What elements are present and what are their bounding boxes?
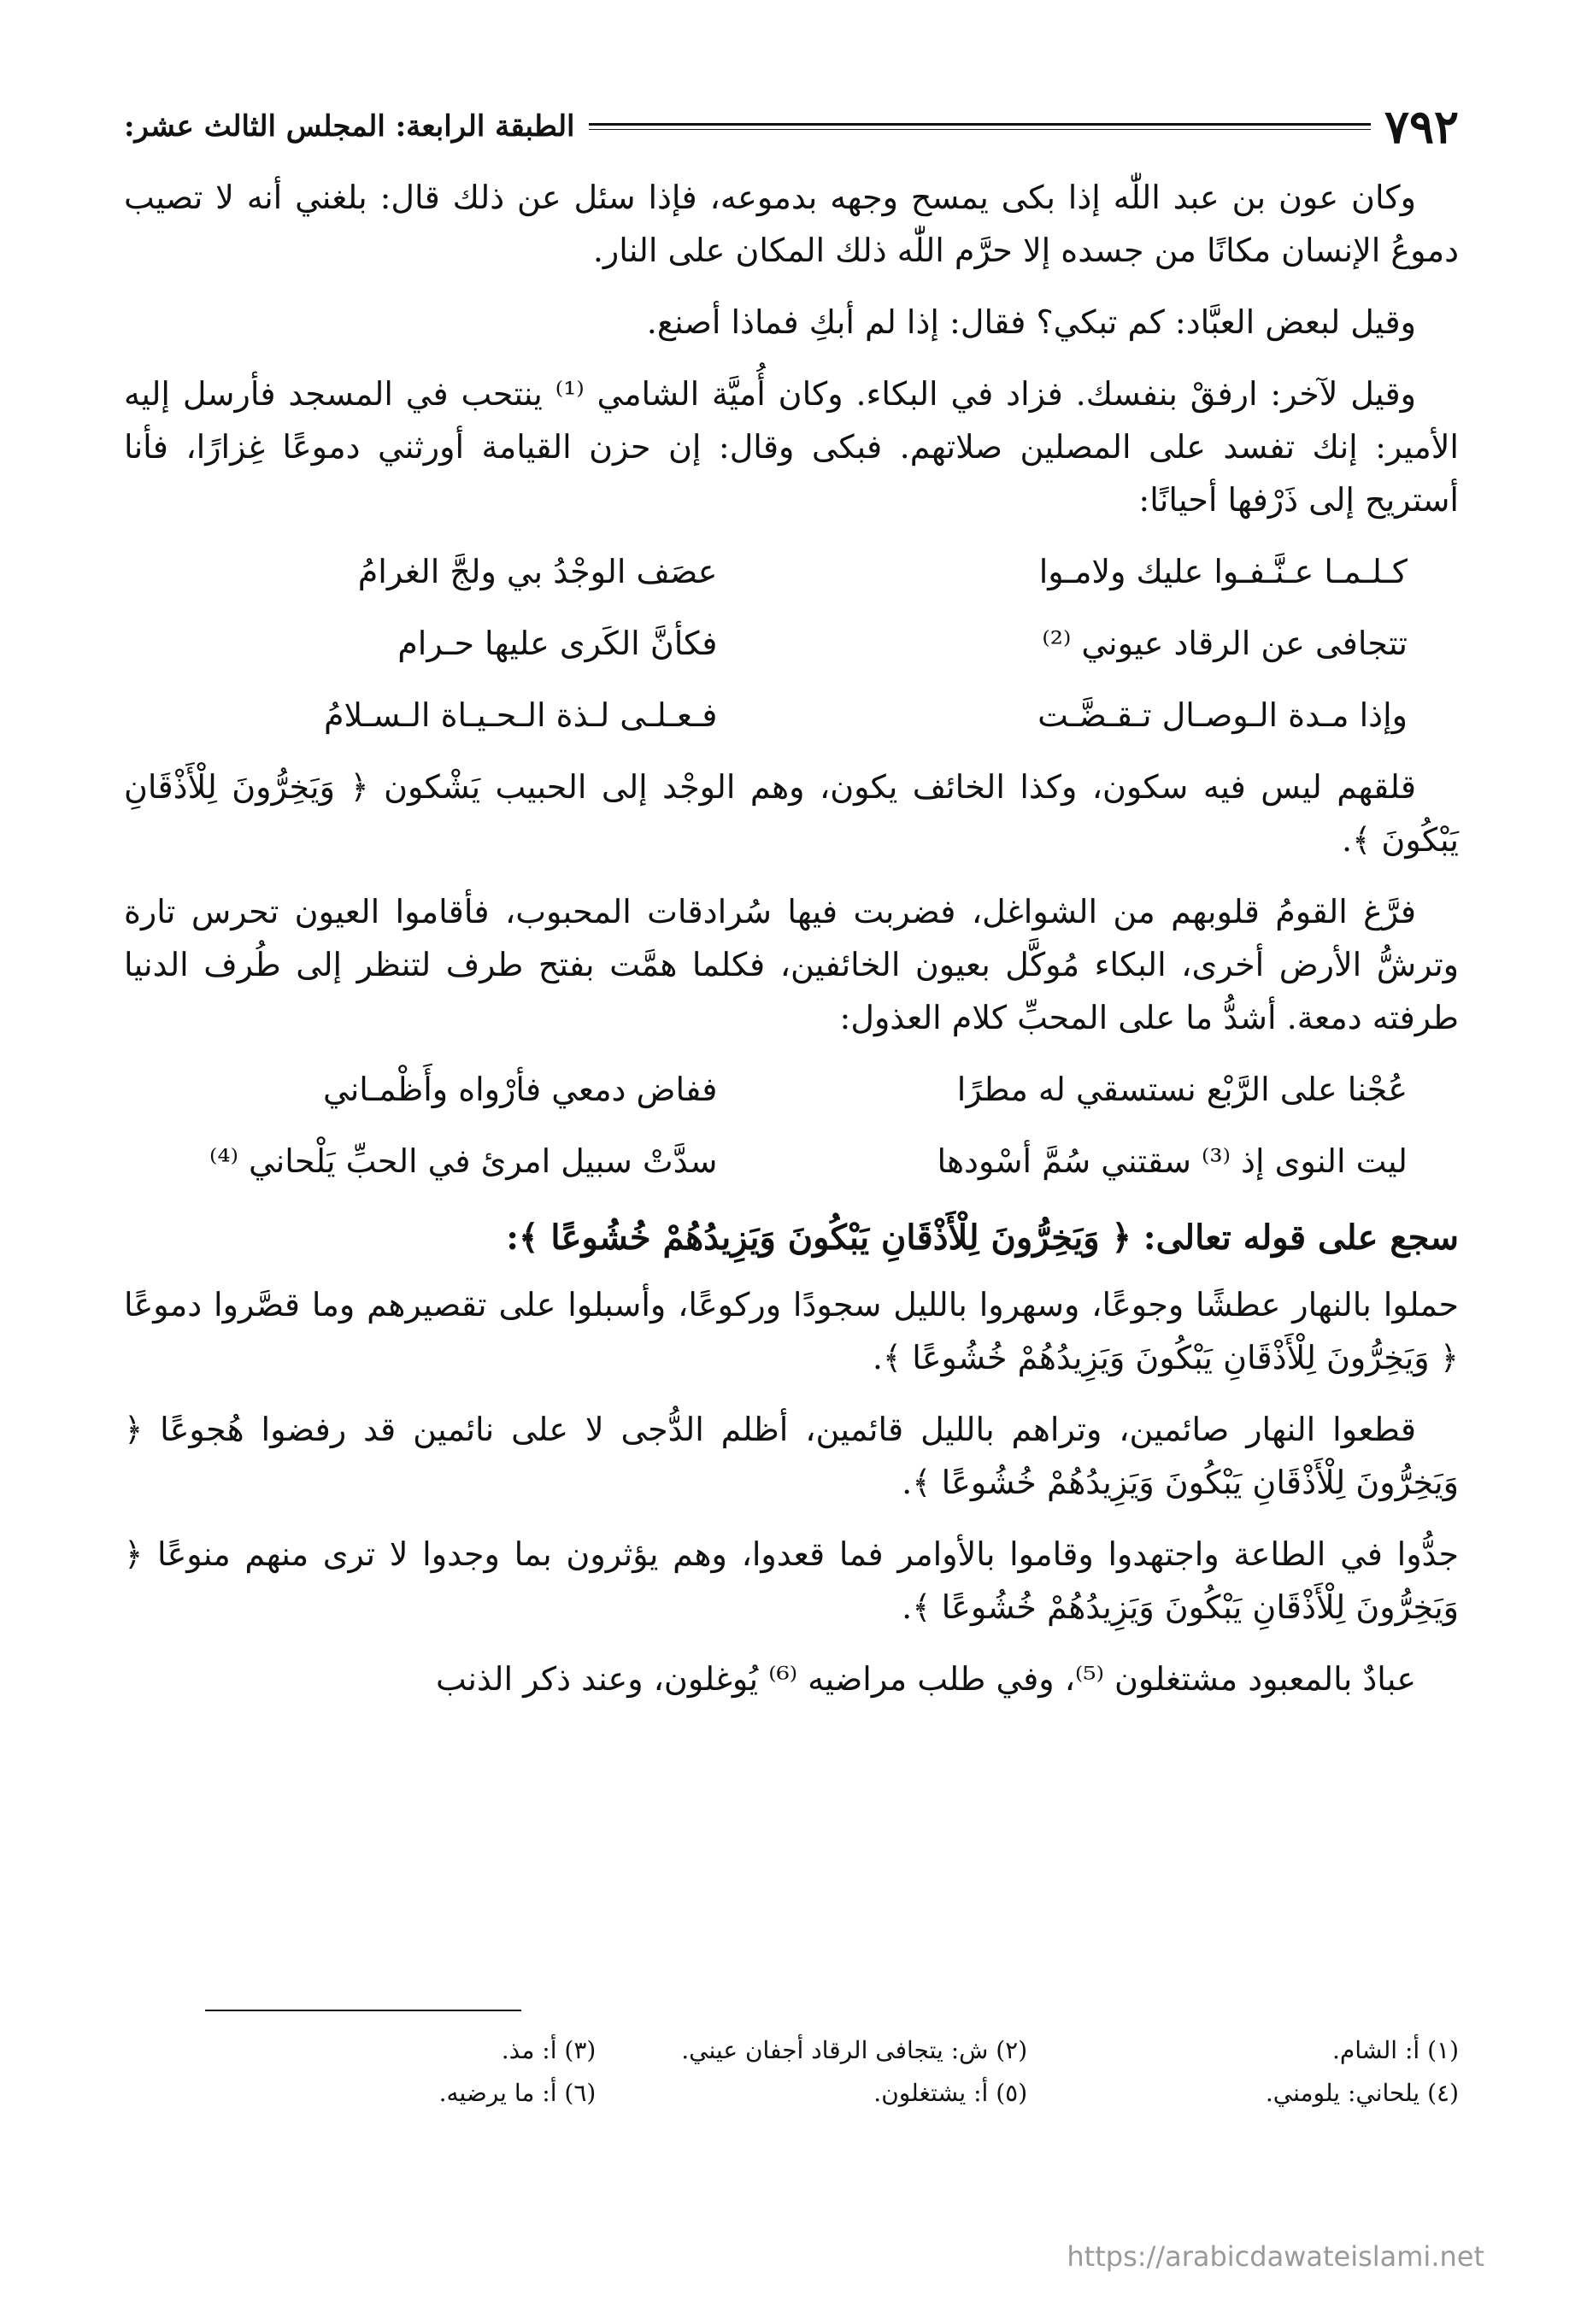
running-title: الطبقة الرابعة: المجلس الثالث عشر: [124,109,575,144]
verse-first-hemistich: ليت النوى إذ ⁽³⁾ سقتني سُمَّ أسْودها [937,1142,1408,1180]
paragraph: وكان عون بن عبد اللّٰه إذا بكى يمسح وجهه بدموعه، فإذا سئل عن ذلك قال: بلغني أنه لا تصيب دموعُ الإنسان مكانًا من جسده إلا حرَّم اللّٰه ذلك المكان على النار. [124,179,1459,269]
page-number: ٧٩٢ [1384,99,1459,154]
footnote: (٤) يلحاني: يلومني. [1265,2079,1459,2107]
verse-line [175,689,1408,742]
verse-second-hemistich: سدَّتْ سبيل امرئ في الحبِّ يَلْحاني ⁽⁴⁾ [209,1142,718,1180]
verse-line [175,1063,1408,1116]
footnotes [171,2029,1459,2115]
page-body [124,171,1459,1724]
verse-first-hemistich: تتجافى عن الرقاد عيوني ⁽²⁾ [1042,625,1408,662]
section-heading: سجع على قوله تعالى: ﴿ وَيَخِرُّونَ لِلْأَذْقَانِ يَبْكُونَ وَيَزِيدُهُمْ خُشُوعًا ﴾: [506,1218,1459,1258]
footnote: (١) أ: الشام. [1332,2036,1459,2064]
verse-second-hemistich: عصَف الوجْدُ بي ولجَّ الغرامُ [357,553,718,590]
footnote: (٣) أ: مذ. [501,2036,597,2064]
footnote: (٦) أ: ما يرضيه. [438,2079,597,2107]
verse-second-hemistich: ففاض دمعي فأرْواه وأَظْمـاني [323,1071,718,1108]
verse-second-hemistich: فـعـلـى لـذة الـحـيـاة الـسـلامُ [323,696,718,734]
footnote: (٥) أ: يشتغلون. [873,2079,1028,2107]
verse-line [175,617,1408,670]
watermark-url: https://arabicdawateislami.net [1067,2240,1484,2273]
footnote-row [171,2029,1459,2072]
paragraph: حملوا بالنهار عطشًا وجوعًا، وسهروا بالليل سجودًا وركوعًا، وأسبلوا على تقصيرهم وما قصَّروا دموعًا ﴿ وَيَخِرُّونَ لِلْأَذْقَانِ يَبْكُونَ وَيَزِيدُهُمْ خُشُوعًا ﴾. [124,1286,1459,1376]
page-header [124,101,1459,152]
footnote-row [171,2072,1459,2115]
paragraph: وقيل لبعض العبَّاد: كم تبكي؟ فقال: إذا لم أبكِ فماذا أصنع. [646,303,1416,341]
verse-first-hemistich: عُجْنا على الرَّبْع نستسقي له مطرًا [956,1071,1408,1108]
verse-line [175,545,1408,598]
header-rule [589,123,1371,130]
paragraph: قلقهم ليس فيه سكون، وكذا الخائف يكون، وهم الوجْد إلى الحبيب يَشْكون ﴿ وَيَخِرُّونَ لِلْأَذْقَانِ يَبْكُونَ ﴾. [124,768,1459,859]
verse-line [175,1135,1408,1188]
verse-second-hemistich: فكأنَّ الكَرى عليها حـرام [397,625,718,662]
footnote-rule [205,2010,521,2011]
paragraph: عبادٌ بالمعبود مشتغلون ⁽⁵⁾، وفي طلب مراضيه ⁽⁶⁾ يُوغلون، وعند ذكر الذنب [436,1660,1416,1698]
verse-first-hemistich: وإذا مـدة الـوصـال تـقـضَّـت [1037,696,1408,734]
paragraph: جدُّوا في الطاعة واجتهدوا وقاموا بالأوامر فما قعدوا، وهم يؤثرون بما وجدوا لا ترى منهم منوعًا ﴿ وَيَخِرُّونَ لِلْأَذْقَانِ يَبْكُونَ وَيَزِيدُهُمْ خُشُوعًا ﴾. [124,1535,1459,1626]
paragraph: قطعوا النهار صائمين، وتراهم بالليل قائمين، أظلم الدُّجى لا على نائمين قد رفضوا هُجوعًا ﴿ وَيَخِرُّونَ لِلْأَذْقَانِ يَبْكُونَ وَيَزِيدُهُمْ خُشُوعًا ﴾. [124,1411,1459,1501]
paragraph: وقيل لآخر: ارفقْ بنفسك. فزاد في البكاء. وكان أُميَّة الشامي ⁽¹⁾ ينتحب في المسجد فأرسل إليه الأمير: إنك تفسد على المصلين صلاتهم. فبكى وقال: إن حزن القيامة أورثني دموعًا غِزارًا، فأنا أستريح إلى ذَرْفها أحيانًا: [124,375,1459,519]
verse-first-hemistich: كـلـمـا عـنَّـفـوا عليك ولامـوا [1038,553,1408,590]
paragraph: فرَّغ القومُ قلوبهم من الشواغل، فضربت فيها سُرادقات المحبوب، فأقاموا العيون تحرس تارة وترشُّ الأرض أخرى، البكاء مُوكَّل بعيون الخائفين، فكلما همَّت بفتح طرف لتنظر إلى طُرف الدنيا طرفته دمعة. أشدُّ ما على المحبِّ كلام العذول: [124,893,1459,1036]
footnote: (٢) ش: يتجافى الرقاد أجفان عيني. [681,2036,1028,2064]
